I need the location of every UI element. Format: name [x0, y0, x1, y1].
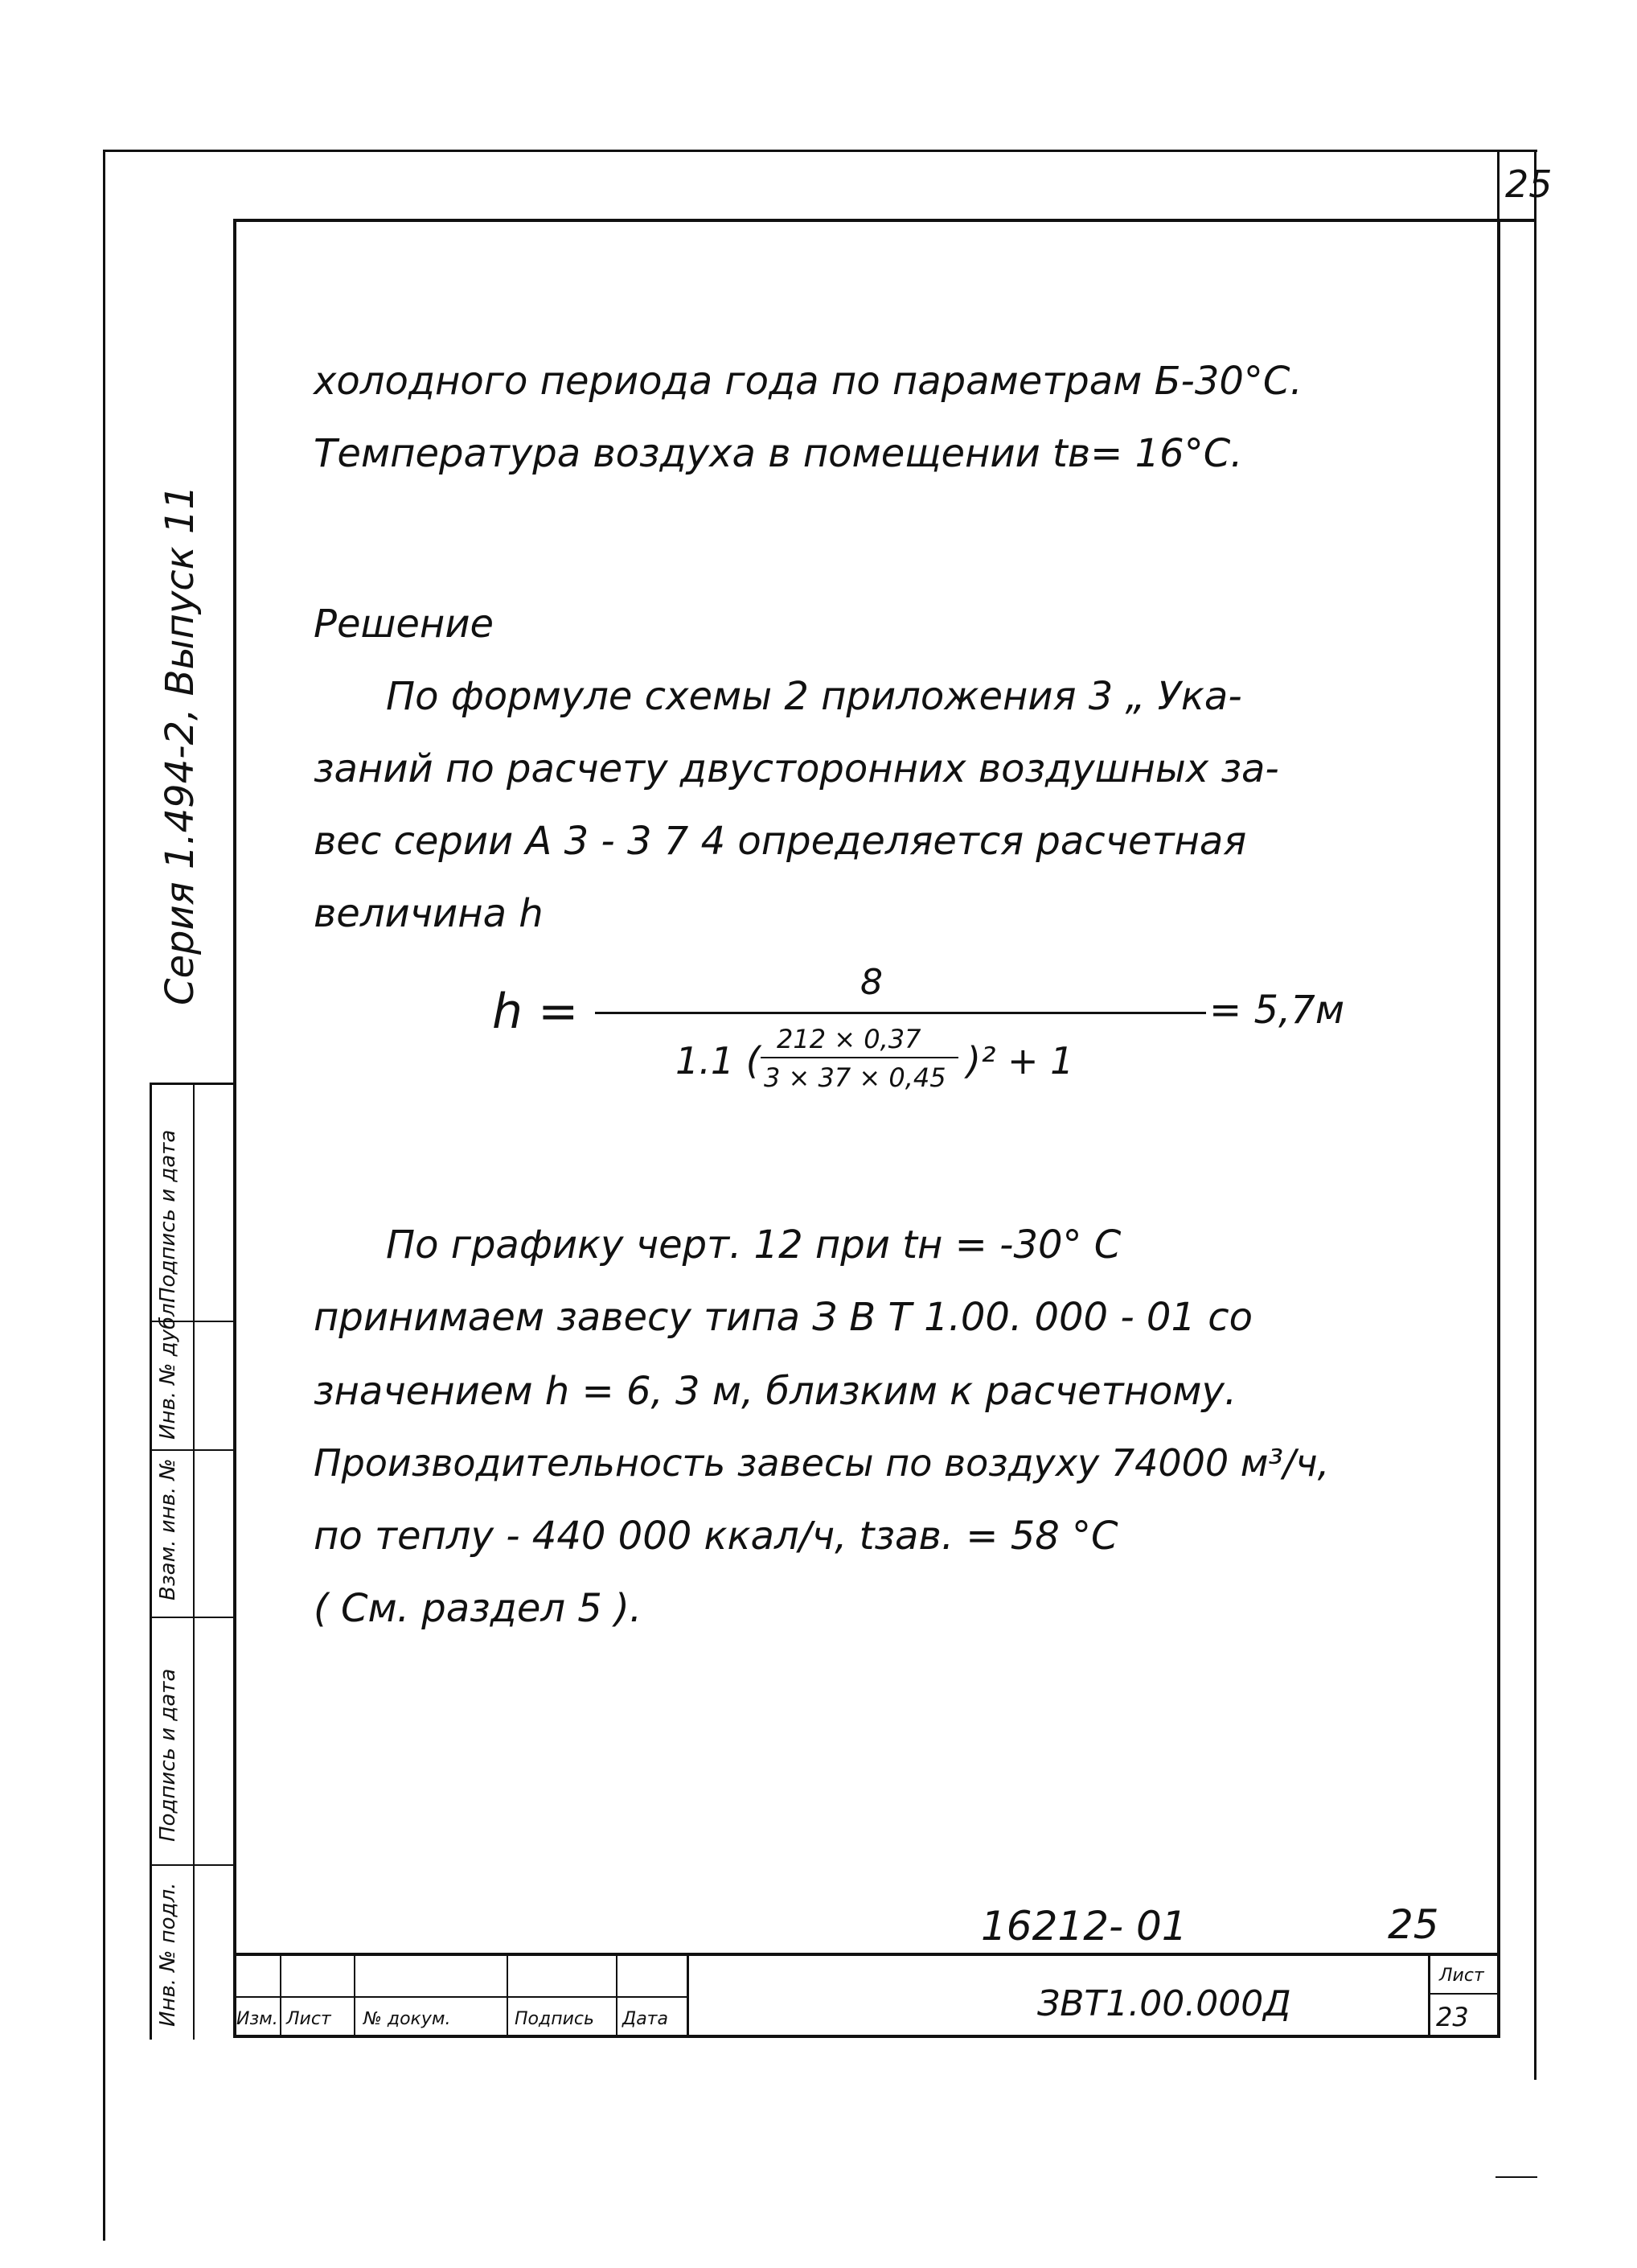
- title-block-col-2: [354, 1953, 355, 2038]
- code-number: 16212- 01: [981, 1903, 1188, 1950]
- col-header-izm: Изм.: [236, 2009, 278, 2029]
- formula-den-suffix: )² + 1: [966, 1039, 1074, 1083]
- paragraph-line-3: вес серии А 3 - 3 7 4 определяется расчетная: [314, 819, 1247, 864]
- side-stamp-label-1: Подпись и дата: [156, 1129, 180, 1303]
- paragraph-line-1: По формуле схемы 2 приложения 3 „ Ука-: [386, 674, 1242, 719]
- inner-frame-bottom: [233, 2035, 1500, 2038]
- side-stamp-label-4: Подпись и дата: [156, 1668, 180, 1842]
- title-block-top: [233, 1953, 1500, 1956]
- document-designation: ЗВТ1.00.000Д: [1037, 1983, 1291, 2024]
- inner-frame-right: [1497, 219, 1500, 2038]
- outer-frame-right: [1534, 150, 1536, 2080]
- sheet-label: Лист: [1439, 1966, 1484, 1986]
- col-header-data: Дата: [622, 2009, 668, 2029]
- page-number: 25: [1505, 162, 1553, 206]
- formula-inner-bar: [761, 1057, 958, 1058]
- outer-frame-top: [103, 150, 1537, 152]
- title-block-col-5: [687, 1953, 689, 2038]
- side-stamp-label-2: Инв. № дубл.: [156, 1296, 180, 1440]
- paragraph-line-9: по теплу - 440 000 ккал/ч, tзав. = 58 °С: [314, 1514, 1118, 1559]
- formula-lhs: h =: [492, 984, 579, 1040]
- formula-inner-numerator: 212 × 0,37: [777, 1024, 921, 1054]
- side-stamp-sep3: [150, 1617, 235, 1618]
- formula-rhs: = 5,7м: [1209, 988, 1345, 1033]
- title-block-col-4: [616, 1953, 617, 2038]
- paragraph-line-7: значением h = 6, 3 м, близким к расчетному.: [314, 1369, 1237, 1414]
- sheet-number: 23: [1436, 2002, 1469, 2032]
- formula-numerator: 8: [860, 962, 883, 1003]
- paragraph-line-5: По графику черт. 12 при tн = -30° С: [386, 1222, 1122, 1268]
- paragraph-line-10: ( См. раздел 5 ).: [314, 1586, 642, 1631]
- col-header-ndoc: № докум.: [363, 2009, 451, 2029]
- side-stamp-label-3: Взам. инв. №: [156, 1458, 180, 1600]
- title-block-row-mid: [233, 1996, 687, 1998]
- formula-den-prefix: 1.1 (: [675, 1039, 761, 1083]
- outer-frame-bottom: [1495, 2176, 1537, 2178]
- side-stamp-label-5: Инв. № подл.: [156, 1882, 180, 2027]
- outer-frame-left: [103, 150, 105, 2241]
- paragraph-line-4: величина h: [314, 891, 544, 936]
- formula-main-bar: [595, 1012, 1206, 1014]
- series-label: Серия 1.494-2, Выпуск 11: [158, 485, 203, 1005]
- body-line-1: холодного периода года по параметрам Б-30°С.: [314, 359, 1303, 404]
- col-header-podpis: Подпись: [515, 2009, 594, 2029]
- side-stamp-sep4: [150, 1864, 235, 1866]
- inner-frame-left: [233, 219, 236, 2038]
- formula-inner-denominator: 3 × 37 × 0,45: [764, 1062, 946, 1093]
- paragraph-line-2: заний по расчету двусторонних воздушных за-: [314, 746, 1279, 791]
- body-line-2: Температура воздуха в помещении tв= 16°С.: [314, 431, 1243, 476]
- top-page-number: 25: [1388, 1901, 1439, 1948]
- paragraph-line-6: принимаем завесу типа З В Т 1.00. 000 - 01 со: [314, 1295, 1253, 1340]
- side-stamp-mid: [193, 1083, 195, 2040]
- title-block-col-3: [507, 1953, 508, 2038]
- solution-heading: Решение: [314, 602, 494, 647]
- side-stamp-left: [150, 1083, 152, 2040]
- side-stamp-top: [150, 1083, 235, 1085]
- paragraph-line-8: Производительность завесы по воздуху 74000 м³/ч,: [314, 1441, 1330, 1485]
- title-block-sheet-col: [1428, 1953, 1430, 2038]
- inner-frame-top: [233, 219, 1536, 222]
- page-number-box-left: [1497, 150, 1500, 220]
- side-stamp-sep2: [150, 1449, 235, 1451]
- col-header-list: Лист: [286, 2009, 331, 2029]
- title-block-col-1: [280, 1953, 281, 2038]
- title-block-sheet-row: [1428, 1993, 1499, 1995]
